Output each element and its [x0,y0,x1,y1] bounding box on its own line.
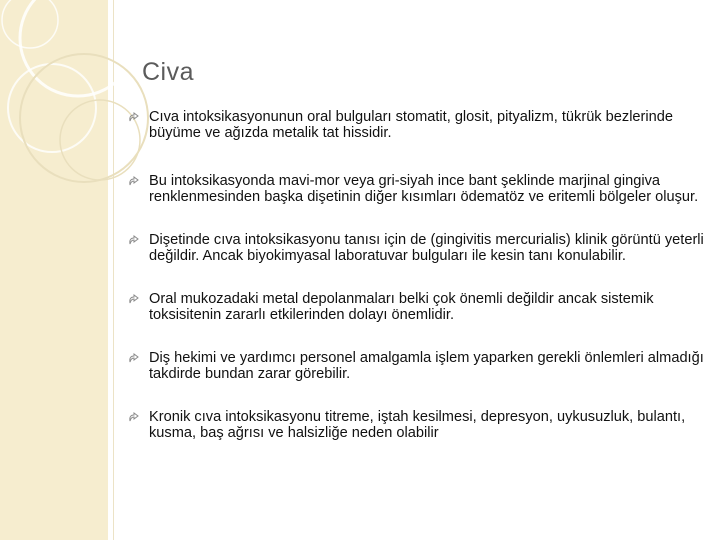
curl-arrow-icon [128,112,140,123]
bullet-text: Cıva intoksikasyonunun oral bulguları stomatit, glosit, pityalizm, tükrük bezlerinde büyüme ve ağızda metalik tat hissidir. [149,109,673,141]
bullet-text: Dişetinde cıva intoksikasyonu tanısı için de (gingivitis mercurialis) klinik görüntü yeterli değildir. Ancak biyokimyasal laboratuvar bulguları ile kesin tanı konulabilir. [149,232,704,264]
curl-arrow-icon [128,235,140,246]
list-item [128,110,713,141]
curl-arrow-icon [128,294,140,305]
list-item [128,410,713,441]
bullet-list [128,110,713,441]
list-item [128,351,713,382]
slide-title: Civa [142,58,195,86]
bullet-text: Oral mukozadaki metal depolanmaları belki çok önemli değildir ancak sistemik toksisitenin zararlı etkilerinden dolayı önemlidir. [149,291,654,323]
left-decorative-band [0,0,108,540]
bullet-text: Kronik cıva intoksikasyonu titreme, iştah kesilmesi, depresyon, uykusuzluk, bulantı, kusma, baş ağrısı ve halsizliğe neden olabilir [149,409,686,441]
list-item [128,174,713,205]
curl-arrow-icon [128,176,140,187]
decorative-vertical-line [113,0,114,540]
curl-arrow-icon [128,353,140,364]
bullet-text: Diş hekimi ve yardımcı personel amalgamla işlem yaparken gerekli önlemleri almadığı takdirde bundan zarar görebilir. [149,350,704,382]
curl-arrow-icon [128,412,140,423]
list-item [128,292,713,323]
list-item [128,233,713,264]
bullet-text: Bu intoksikasyonda mavi-mor veya gri-siyah ince bant şeklinde marjinal gingiva renklenmesinden başka dişetinin diğer kısımları ödematöz ve eritemli bölgeler oluşur. [149,173,699,205]
